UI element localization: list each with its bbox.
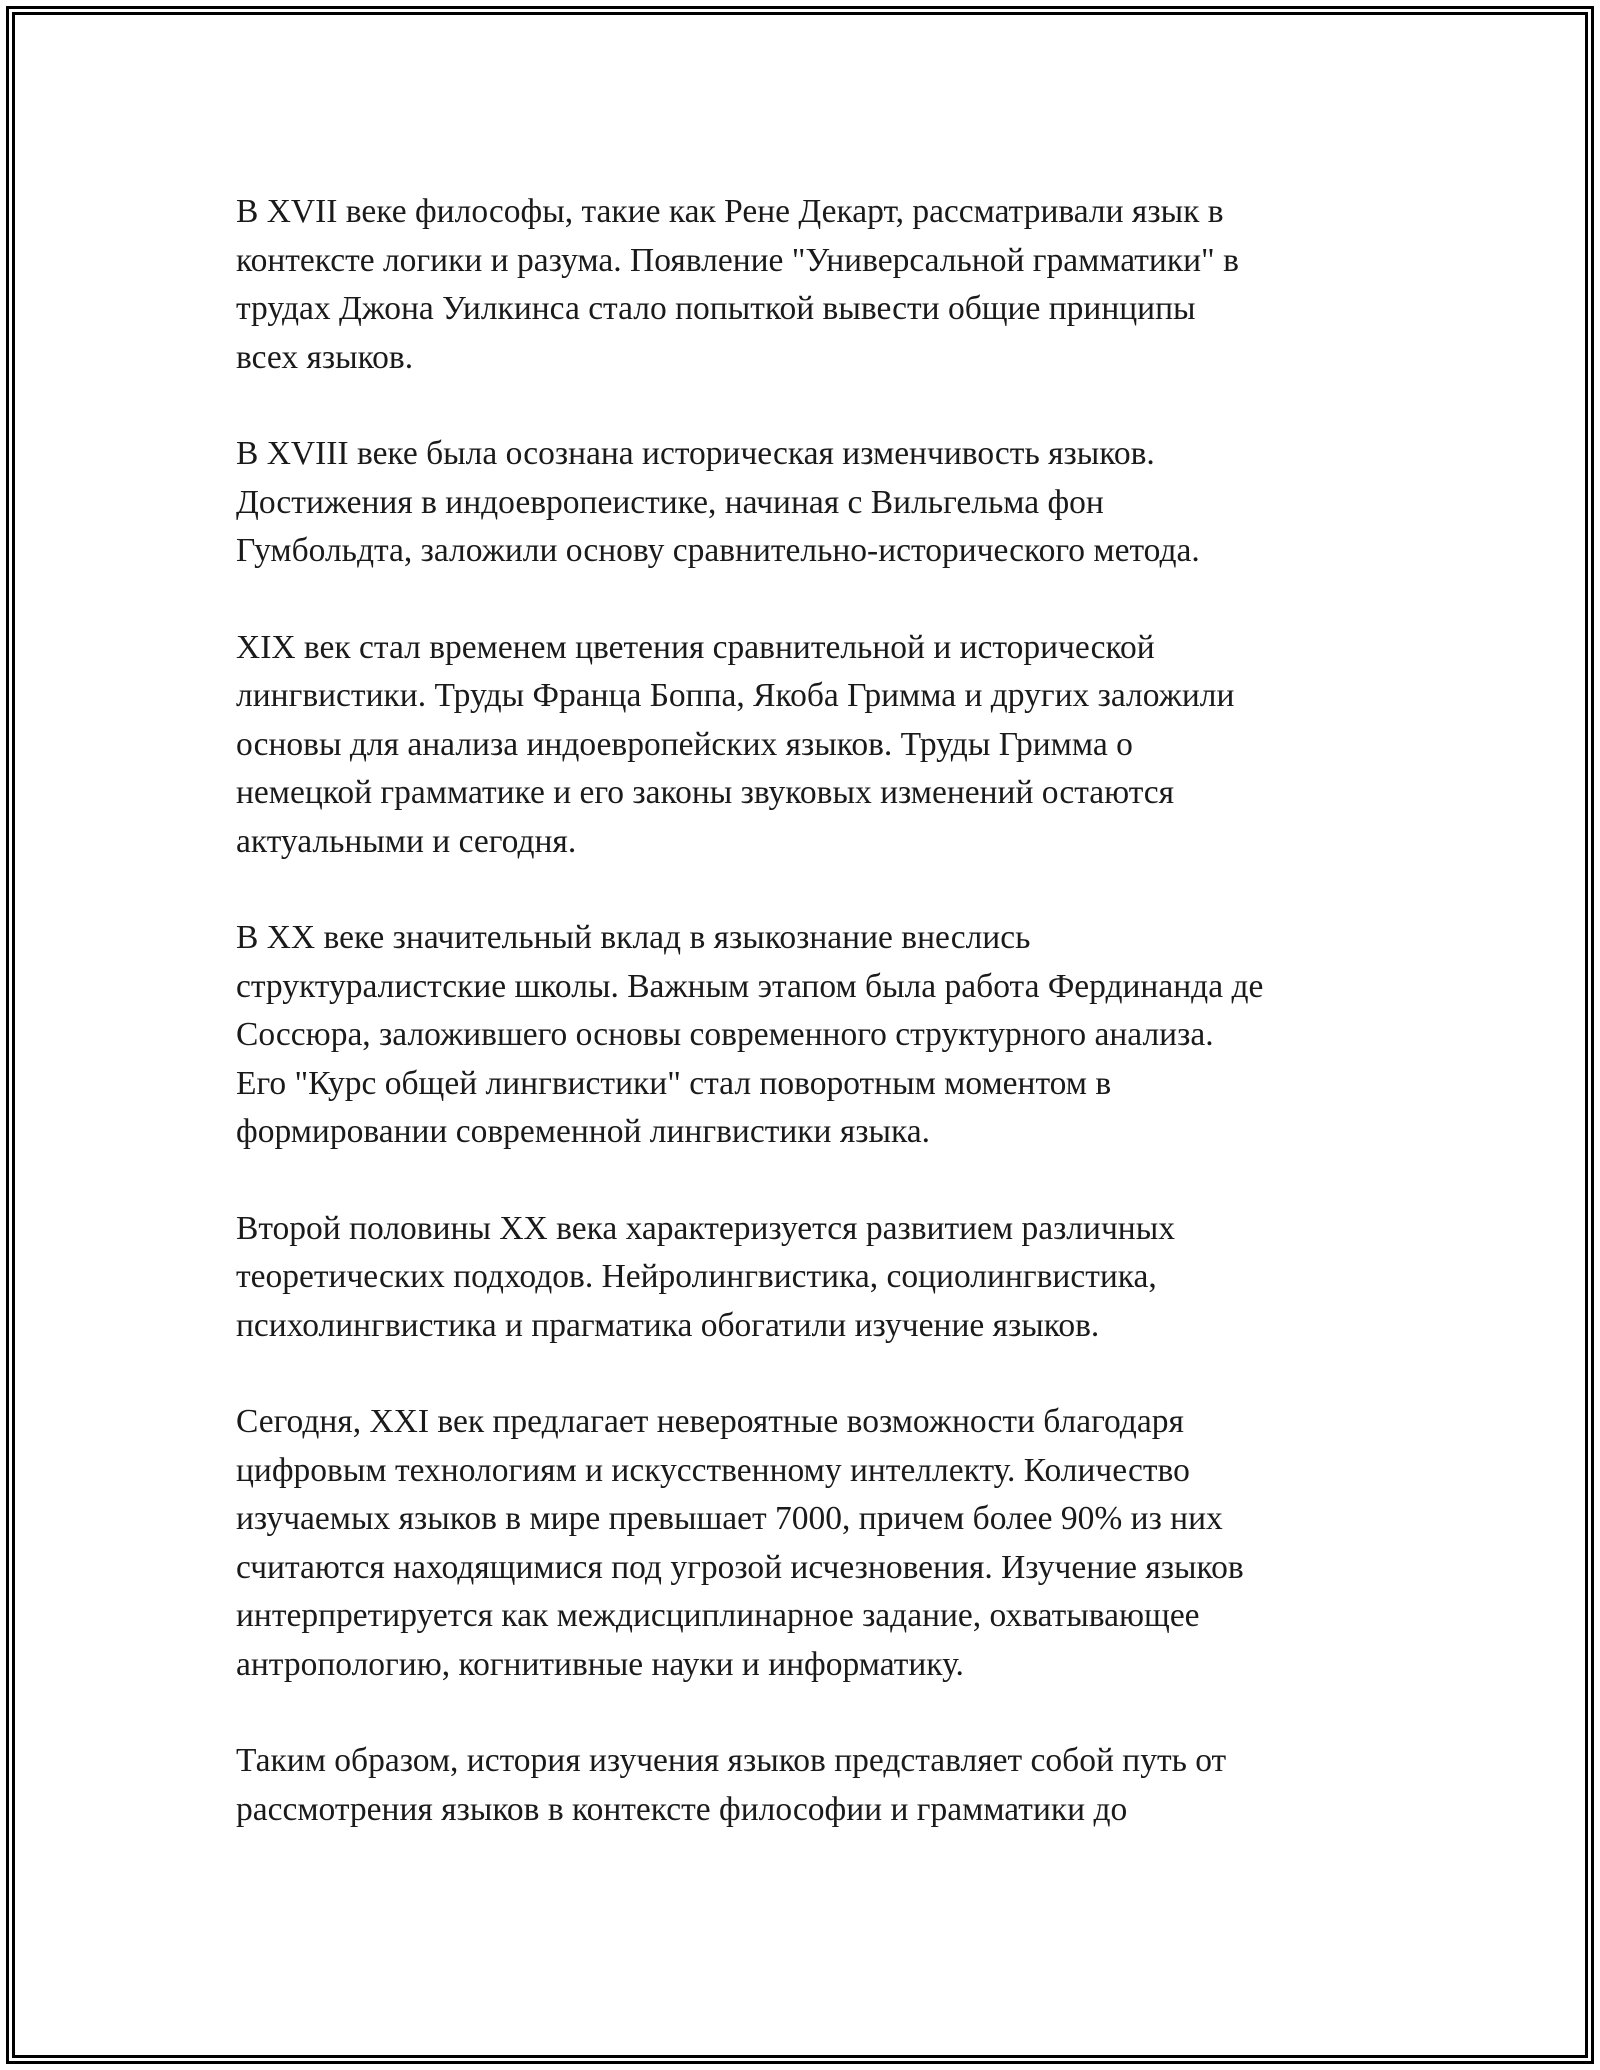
paragraph — [236, 1737, 1376, 1834]
text-line: Его "Курс общей лингвистики" стал поворотным моментом в — [236, 1064, 1112, 1102]
text-line: Соссюра, заложившего основы современного структурного анализа. — [236, 1016, 1214, 1053]
text-line: формировании современной лингвистики языка. — [236, 1113, 930, 1150]
text-line: цифровым технологиям и искусственному интеллекту. Количество — [236, 1451, 1190, 1489]
text-line: основы для анализа индоевропейских языков. Труды Гримма о — [236, 725, 1133, 763]
text-line: немецкой грамматике и его законы звуковых изменений остаются — [236, 774, 1175, 811]
text-line: психолингвистика и прагматика обогатили изучение языков. — [236, 1306, 1100, 1344]
text-line: В XX веке значительный вклад в языкознание внеслись — [236, 919, 1031, 956]
paragraph — [236, 1398, 1376, 1689]
text-line: трудах Джона Уилкинса стало попыткой вывести общие принципы — [236, 290, 1196, 327]
text-line: В XVIII веке была осознана историческая изменчивость языков. — [236, 435, 1155, 472]
text-line: актуальными и сегодня. — [236, 822, 577, 860]
text-line: Гумбольдта, заложили основу сравнительно-исторического метода. — [236, 532, 1200, 569]
paragraph — [236, 430, 1376, 576]
text-line: лингвистики. Труды Франца Боппа, Якоба Гримма и других заложили — [236, 677, 1235, 714]
text-line: Сегодня, XXI век предлагает невероятные возможности благодаря — [236, 1403, 1184, 1440]
text-line: теоретических подходов. Нейролингвистика, социолингвистика, — [236, 1258, 1157, 1295]
text-line: изучаемых языков в мире превышает 7000, причем более 90% из них — [236, 1500, 1223, 1537]
text-line: Достижения в индоевропеистике, начиная с Вильгельма фон — [236, 483, 1104, 521]
text-line: контексте логики и разума. Появление "Универсальной грамматики" в — [236, 241, 1239, 279]
paragraph — [236, 188, 1376, 382]
text-line: XIX век стал временем цветения сравнительной и исторической — [236, 628, 1155, 666]
paragraph — [236, 624, 1376, 867]
paragraph — [236, 914, 1376, 1157]
text-line: Таким образом, история изучения языков представляет собой путь от — [236, 1742, 1227, 1779]
text-line: Второй половины XX века характеризуется развитием различных — [236, 1209, 1175, 1247]
paragraph — [236, 1205, 1376, 1351]
text-line: считаются находящимися под угрозой исчезновения. Изучение языков — [236, 1548, 1244, 1586]
text-line: структуралистские школы. Важным этапом была работа Фердинанда де — [236, 967, 1264, 1005]
text-line: антропологию, когнитивные науки и информатику. — [236, 1645, 964, 1683]
text-line: всех языков. — [236, 338, 414, 376]
text-line: рассмотрения языков в контексте философии и грамматики до — [236, 1790, 1128, 1828]
document-body — [236, 188, 1376, 1882]
text-line: интерпретируется как междисциплинарное задание, охватывающее — [236, 1597, 1200, 1634]
text-line: В XVII веке философы, такие как Рене Декарт, рассматривали язык в — [236, 193, 1224, 230]
